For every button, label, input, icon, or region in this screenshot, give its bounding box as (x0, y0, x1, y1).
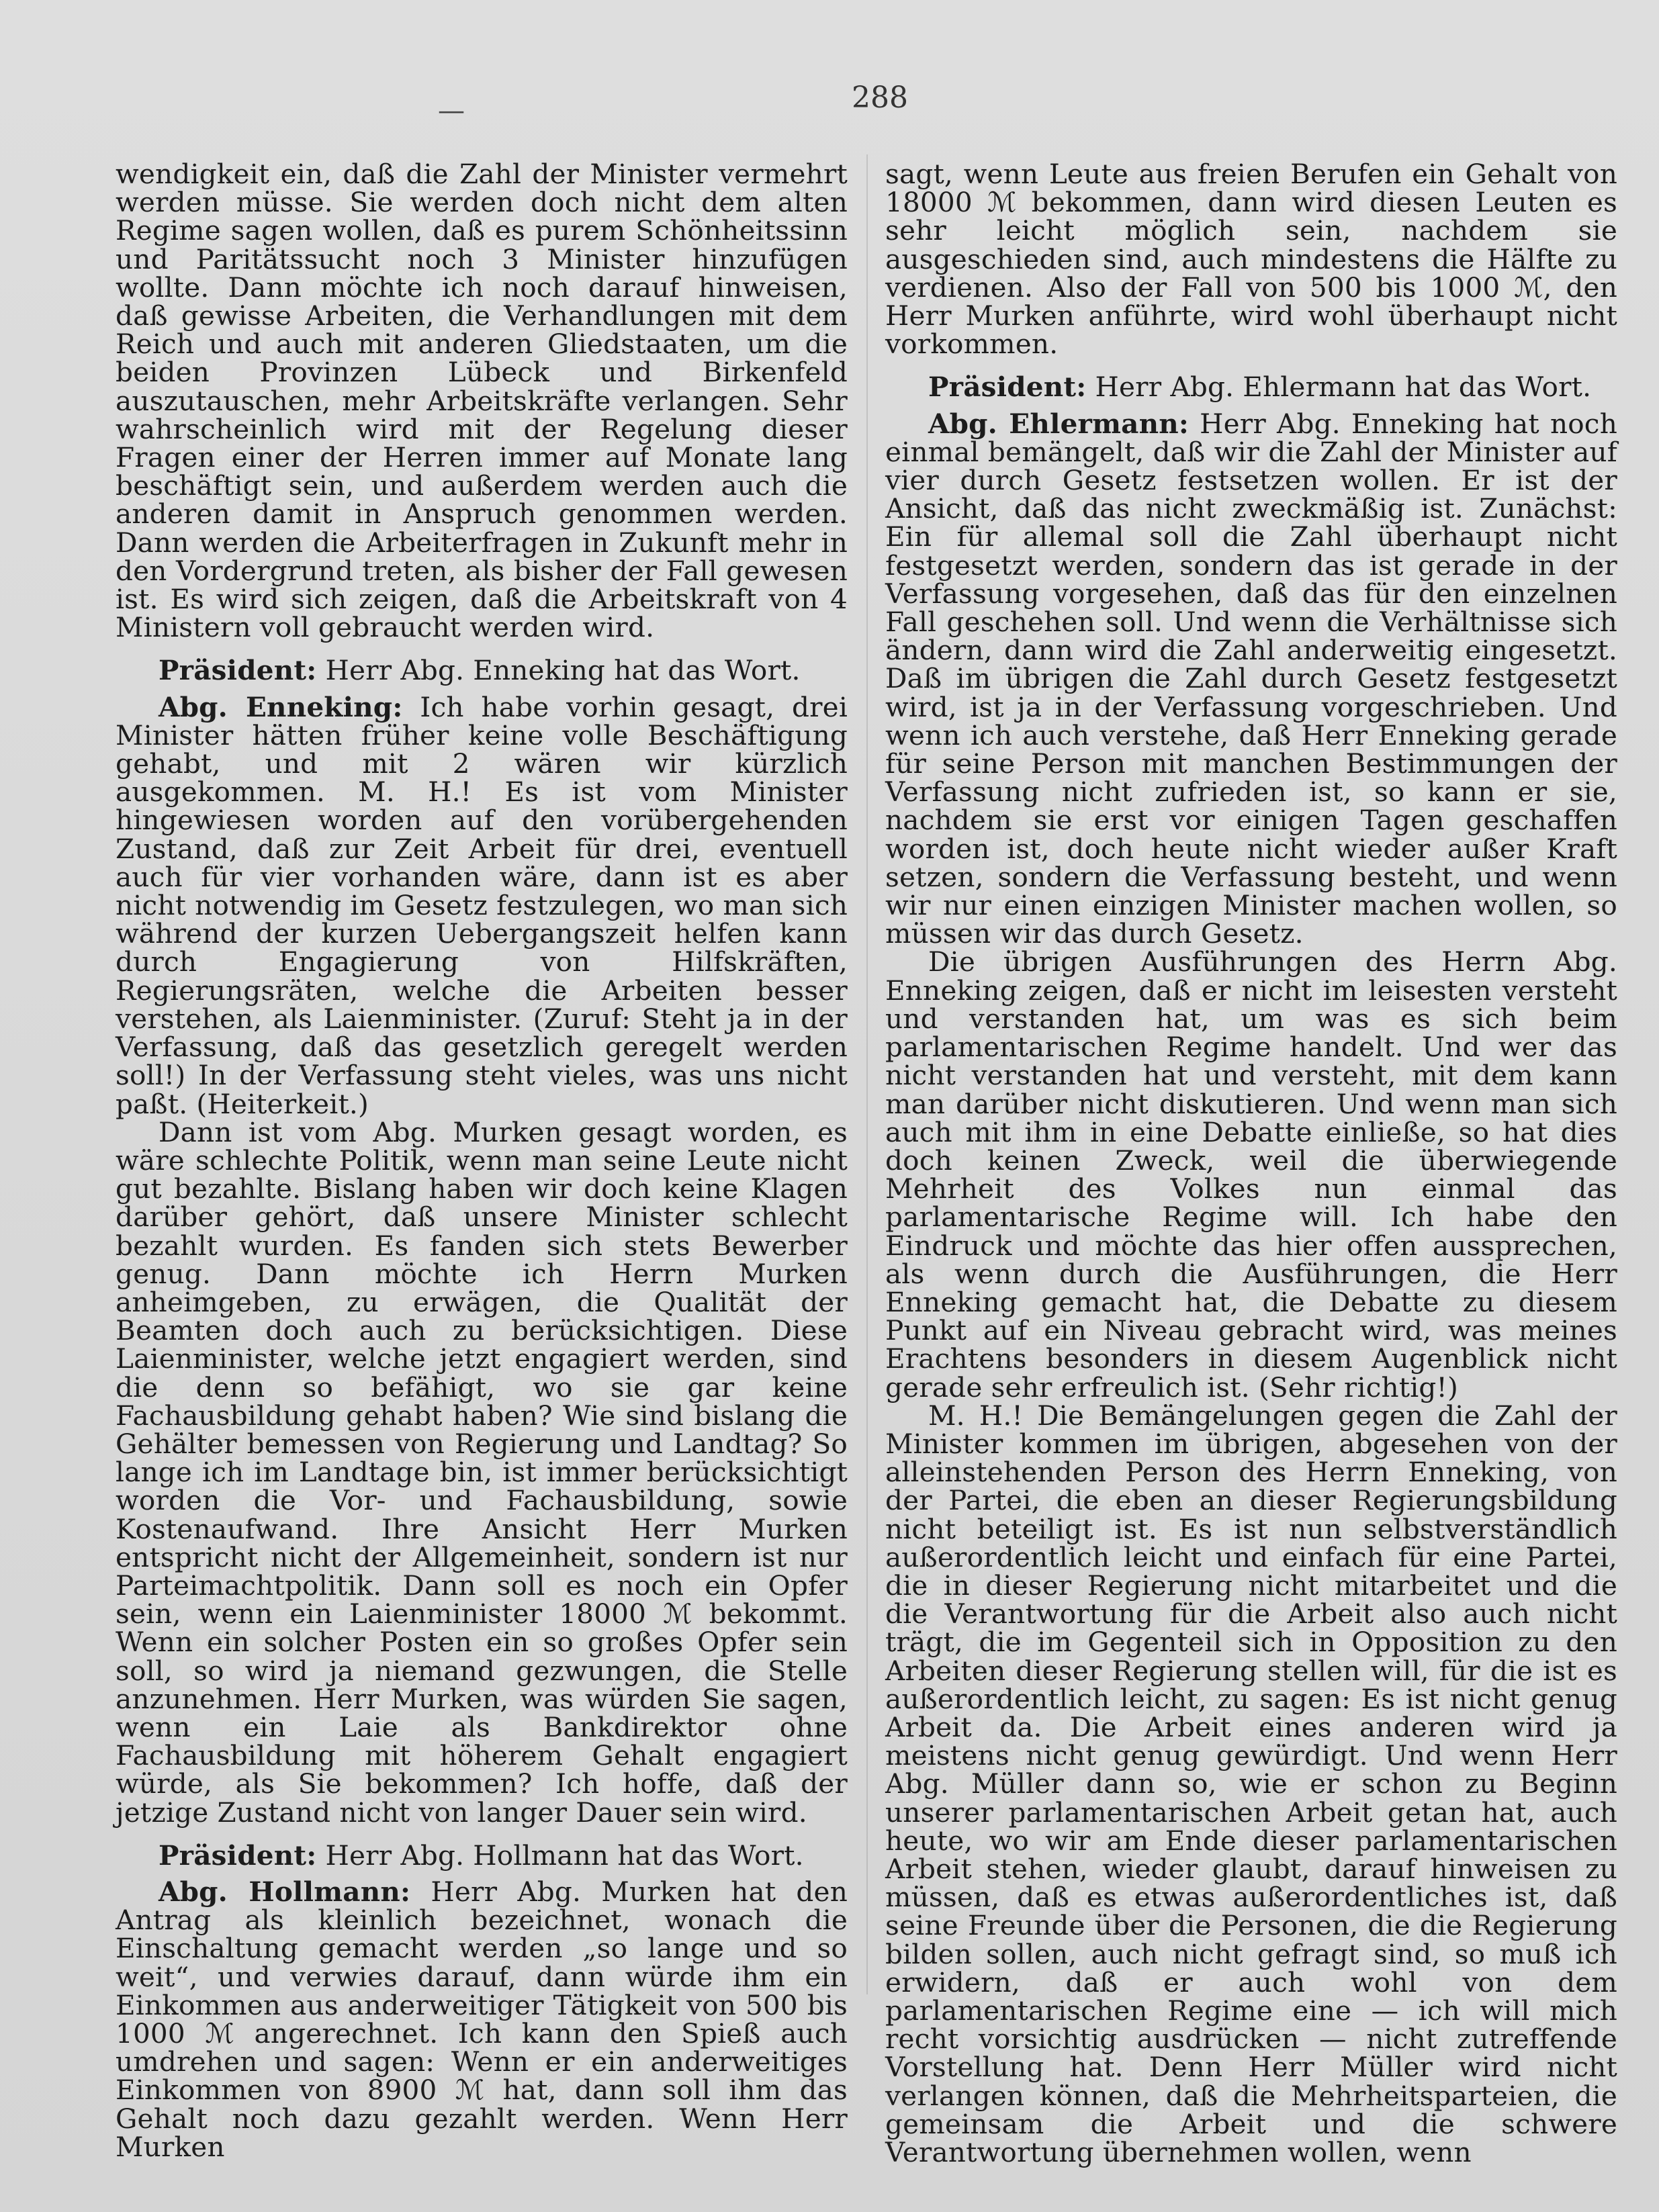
speaker-label: Präsident: (159, 654, 317, 687)
speaker-label: Präsident: (928, 371, 1087, 404)
paragraph: Die übrigen Ausführungen des Herrn Abg. Enneking zeigen, daß er nicht im leisesten versteht und verstanden hat, um was es sich beim parlamentarischen Regime handelt. Und wer das nicht verstanden hat und versteht, mit dem kann man darüber nicht diskutieren. Und wenn man sich auch mit ihm in eine Debatte einließe, so hat dies doch keinen Zweck, weil die überwiegende Mehrheit des Volkes nun einmal das parlamentarische Regime will. Ich habe den Eindruck und möchte das hier offen aussprechen, als wenn durch die Ausführungen, die Herr Enneking gemacht hat, die Debatte zu diesem Punkt auf ein Niveau gebracht wird, was meines Erachtens besonders in diesem Augenblick nicht gerade sehr erfreulich ist. (Sehr richtig!) (885, 946, 1617, 1403)
speech-paragraph (116, 1875, 848, 2163)
speaker-text: Herr Abg. Hollmann hat das Wort. (325, 1839, 804, 1872)
speaker-label: Präsident: (159, 1839, 317, 1872)
column-divider (866, 154, 868, 1994)
speaker-text: Herr Abg. Enneking hat das Wort. (325, 654, 801, 687)
speaker-announcement (885, 371, 1617, 404)
speaker-label: Abg. Ehlermann: (928, 407, 1190, 440)
right-column (885, 158, 1617, 2169)
speech-paragraph (885, 407, 1617, 950)
speaker-text: Herr Abg. Ehlermann hat das Wort. (1095, 371, 1592, 404)
corner-mark: — (438, 95, 465, 126)
speaker-announcement (116, 1841, 848, 1870)
speech-paragraph (116, 690, 848, 1120)
paragraph: Dann ist vom Abg. Murken gesagt worden, es wäre schlechte Politik, wenn man seine Leute nicht gut bezahlte. Bislang haben wir doch keine Klagen darüber gehört, daß unsere Minister schlecht bezahlt wurden. Es fanden sich stets Bewerber genug. Dann möchte ich Herrn Murken anheimgeben, zu erwägen, die Qualität der Beamten doch auch zu berücksichtigen. Diese Laienminister, welche jetzt engagiert werden, sind die denn so befähigt, wo sie gar keine Fachausbildung gehabt haben? Wie sind bislang die Gehälter bemessen von Regierung und Landtag? So lange ich im Landtage bin, ist immer berücksichtigt worden die Vor- und Fachausbildung, sowie Kostenaufwand. Ihre Ansicht Herr Murken entspricht nicht der Allgemeinheit, sondern ist nur Parteimachtpolitik. Dann soll es noch ein Opfer sein, wenn ein Laienminister 18000 ℳ bekommt. Wenn ein solcher Posten ein so großes Opfer sein soll, so wird ja niemand gezwungen, die Stelle anzunehmen. Herr Murken, was würden Sie sagen, wenn ein Laie als Bankdirektor ohne Fachausbildung mit höherem Gehalt engagiert würde, als Sie bekommen? Ich hoffe, daß der jetzige Zustand nicht von langer Dauer sein wird. (116, 1115, 848, 1829)
left-column (116, 160, 848, 2161)
speaker-label: Abg. Hollmann: (159, 1875, 411, 1908)
speech-text: Herr Abg. Murken hat den Antrag als kleinlich bezeichnet, wonach die Einschaltung gemacht werden „so lange und so weit“, und verwies darauf, dann würde ihm ein Einkommen aus anderweitiger Tätigkeit von 500 bis 1000 ℳ angerechnet. Ich kann den Spieß auch umdrehen und sagen: Wenn er ein anderweitiges Einkommen von 8900 ℳ hat, dann soll ihm das Gehalt noch dazu gezahlt werden. Wenn Herr Murken (116, 1875, 848, 2163)
paragraph: M. H.! Die Bemängelungen gegen die Zahl der Minister kommen im übrigen, abgesehen von der alleinstehenden Person des Herrn Enneking, von der Partei, die eben an dieser Regierungsbildung nicht beteiligt ist. Es ist nun selbstverständlich außerordentlich leicht und einfach für eine Partei, die in dieser Regierung nicht mitarbeitet und die die Verantwortung für die Arbeit also auch nicht trägt, die im Gegenteil sich in Opposition zu den Arbeiten dieser Regierung stellen will, für die ist es außerordentlich leicht, zu sagen: Es ist nicht genug Arbeit da. Die Arbeit eines anderen wird ja meistens nicht genug gewürdigt. Und wenn Herr Abg. Müller dann so, wie er schon zu Beginn unserer parlamentarischen Arbeit getan hat, auch heute, wo wir am Ende dieser parlamentarischen Arbeit stehen, wieder glaubt, darauf hinweisen zu müssen, daß es etwas außerordentliches ist, daß seine Freunde über die Personen, die die Regierung bilden sollen, auch nicht gefragt sind, so muß ich erwidern, daß er auch wohl von dem parlamentarischen Regime eine — ich will mich recht vorsichtig ausdrücken — nicht zutreffende Vorstellung hat. Denn Herr Müller wird nicht verlangen können, daß die Mehrheitsparteien, die gemeinsam die Arbeit und die schwere Verantwortung übernehmen wollen, wenn (885, 1399, 1617, 2169)
speaker-label: Abg. Enneking: (159, 690, 403, 723)
page-number: 288 (852, 81, 908, 115)
speaker-announcement (116, 654, 848, 687)
speech-text: Herr Abg. Enneking hat noch einmal bemängelt, daß wir die Zahl der Minister auf vier durch Gesetz festsetzen wollen. Er ist der Ansicht, daß das nicht zweckmäßig ist. Zunächst: Ein für allemal soll die Zahl überhaupt nicht festgesetzt werden, sondern das ist gerade in der Verfassung vorgesehen, daß das für den einzelnen Fall geschehen soll. Und wenn die Verhältnisse sich ändern, dann wird die Zahl anderweitig eingesetzt. Daß im übrigen die Zahl durch Gesetz festgesetzt wird, ist ja in der Verfassung vorgeschrieben. Und wenn ich auch verstehe, daß Herr Enneking gerade für seine Person mit manchen Bestimmungen der Verfassung nicht zufrieden ist, so kann er sie, nachdem sie erst vor einigen Tagen geschaffen worden ist, doch heute nicht wieder außer Kraft setzen, sondern die Verfassung besteht, und wenn wir nur einen einzigen Minister machen wollen, so müssen wir das durch Gesetz. (885, 407, 1617, 950)
speech-text: Ich habe vorhin gesagt, drei Minister hätten früher keine volle Beschäftigung gehabt, und mit 2 wären wir kürzlich ausgekommen. M. H.! Es ist vom Minister hingewiesen worden auf den vorübergehenden Zustand, daß zur Zeit Arbeit für drei, eventuell auch für vier vorhanden wäre, dann ist es aber nicht notwendig im Gesetz festzulegen, wo man sich während der kurzen Uebergangszeit helfen kann durch Engagierung von Hilfskräften, Regierungsräten, welche die Arbeiten besser verstehen, als Laienminister. (Zuruf: Steht ja in der Verfassung, daß das gesetzlich geregelt werden soll!) In der Verfassung steht vieles, was uns nicht paßt. (Heiterkeit.) (116, 690, 848, 1120)
paragraph: wendigkeit ein, daß die Zahl der Minister vermehrt werden müsse. Sie werden doch nicht dem alten Regime sagen wollen, daß es purem Schönheitssinn und Paritätssucht noch 3 Minister hinzufügen wollte. Dann möchte ich noch darauf hinweisen, daß gewisse Arbeiten, die Verhandlungen mit dem Reich und auch mit anderen Gliedstaaten, um die beiden Provinzen Lübeck und Birkenfeld auszutauschen, mehr Arbeitskräfte verlangen. Sehr wahrscheinlich wird mit der Regelung dieser Fragen einer der Herren immer auf Monate lang beschäftigt sein, und außerdem werden auch die anderen damit in Anspruch genommen werden. Dann werden die Arbeiterfragen in Zukunft mehr in den Vordergrund treten, als bisher der Fall gewesen ist. Es wird sich zeigen, daß die Arbeitskraft von 4 Ministern voll gebraucht werden wird. (116, 158, 848, 644)
paragraph: sagt, wenn Leute aus freien Berufen ein Gehalt von 18000 ℳ bekommen, dann wird diesen Leuten es sehr leicht möglich sein, nachdem sie ausgeschieden sind, auch mindestens die Hälfte zu verdienen. Also der Fall von 500 bis 1000 ℳ, den Herr Murken anführte, wird wohl überhaupt nicht vorkommen. (885, 158, 1617, 361)
